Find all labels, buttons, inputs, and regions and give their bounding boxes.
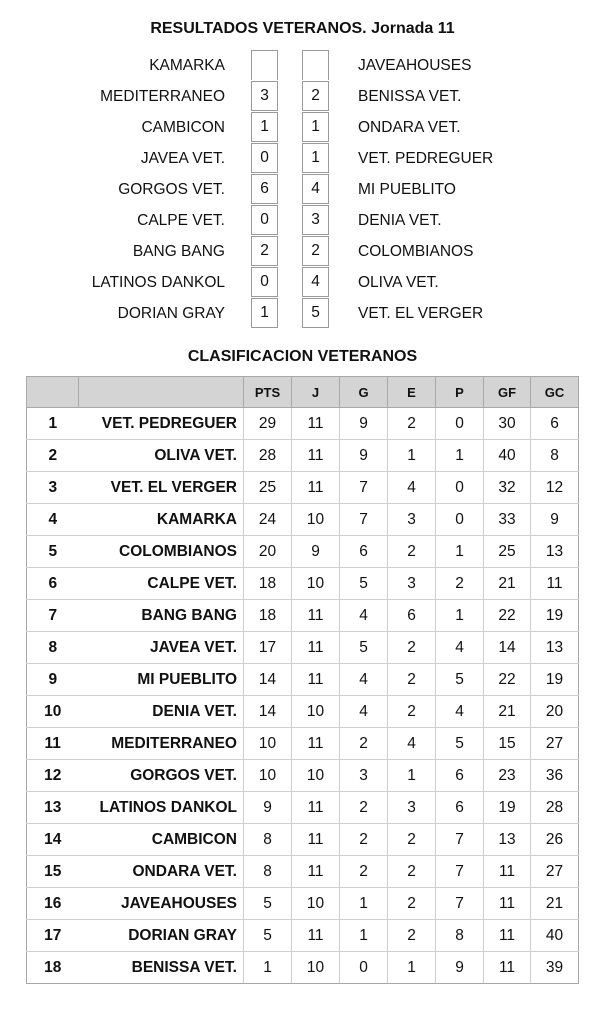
cell-e: 2 <box>388 824 436 856</box>
cell-j: 11 <box>292 632 340 664</box>
cell-g: 9 <box>340 440 388 472</box>
home-score: 1 <box>251 112 278 142</box>
cell-p: 1 <box>436 536 484 568</box>
cell-e: 3 <box>388 792 436 824</box>
cell-gc: 40 <box>531 920 579 952</box>
table-row <box>27 952 579 984</box>
cell-gc: 36 <box>531 760 579 792</box>
cell-p: 4 <box>436 696 484 728</box>
results-title: RESULTADOS VETERANOS. Jornada 11 <box>150 20 455 37</box>
cell-j: 11 <box>292 472 340 504</box>
cell-gf: 15 <box>484 728 531 760</box>
cell-pos: 15 <box>27 856 79 888</box>
cell-gf: 40 <box>484 440 531 472</box>
home-score: 1 <box>251 298 278 328</box>
cell-e: 2 <box>388 536 436 568</box>
cell-gf: 11 <box>484 856 531 888</box>
cell-pts: 10 <box>244 760 292 792</box>
cell-g: 7 <box>340 472 388 504</box>
cell-j: 11 <box>292 856 340 888</box>
away-score: 1 <box>302 112 329 142</box>
home-team: CALPE VET. <box>137 212 225 229</box>
cell-g: 6 <box>340 536 388 568</box>
cell-pts: 5 <box>244 888 292 920</box>
home-score: 0 <box>251 267 278 297</box>
cell-gf: 32 <box>484 472 531 504</box>
cell-pts: 9 <box>244 792 292 824</box>
away-score: 3 <box>302 205 329 235</box>
cell-gc: 13 <box>531 632 579 664</box>
cell-pts: 28 <box>244 440 292 472</box>
header-pts: PTS <box>244 377 292 408</box>
away-score <box>302 50 329 80</box>
cell-gf: 21 <box>484 568 531 600</box>
home-team: MEDITERRANEO <box>100 88 225 105</box>
cell-g: 5 <box>340 568 388 600</box>
cell-pts: 14 <box>244 696 292 728</box>
cell-j: 11 <box>292 440 340 472</box>
cell-team: JAVEA VET. <box>79 632 244 664</box>
cell-pos: 16 <box>27 888 79 920</box>
cell-gf: 11 <box>484 952 531 984</box>
cell-pos: 10 <box>27 696 79 728</box>
home-team: KAMARKA <box>149 57 225 74</box>
table-row <box>27 792 579 824</box>
table-row <box>27 696 579 728</box>
table-row <box>27 728 579 760</box>
home-score: 3 <box>251 81 278 111</box>
cell-g: 2 <box>340 792 388 824</box>
home-score <box>251 50 278 80</box>
match-row <box>0 81 605 112</box>
away-score: 5 <box>302 298 329 328</box>
cell-pos: 11 <box>27 728 79 760</box>
results-list <box>0 50 605 329</box>
away-team: BENISSA VET. <box>358 88 462 105</box>
cell-e: 2 <box>388 920 436 952</box>
cell-e: 1 <box>388 440 436 472</box>
cell-gf: 13 <box>484 824 531 856</box>
away-score: 4 <box>302 267 329 297</box>
header-pos <box>27 377 79 408</box>
cell-team: LATINOS DANKOL <box>79 792 244 824</box>
cell-team: OLIVA VET. <box>79 440 244 472</box>
header-j: J <box>292 377 340 408</box>
table-row <box>27 920 579 952</box>
cell-p: 6 <box>436 792 484 824</box>
header-gc: GC <box>531 377 579 408</box>
cell-gf: 11 <box>484 888 531 920</box>
home-score: 6 <box>251 174 278 204</box>
match-row <box>0 143 605 174</box>
cell-g: 7 <box>340 504 388 536</box>
home-score: 0 <box>251 143 278 173</box>
cell-gc: 8 <box>531 440 579 472</box>
away-team: MI PUEBLITO <box>358 181 456 198</box>
cell-g: 1 <box>340 888 388 920</box>
away-team: JAVEAHOUSES <box>358 57 472 74</box>
cell-pos: 12 <box>27 760 79 792</box>
cell-gc: 26 <box>531 824 579 856</box>
standings-table <box>26 376 579 984</box>
home-team: BANG BANG <box>132 243 225 260</box>
home-team: JAVEA VET. <box>140 150 225 167</box>
away-team: DENIA VET. <box>358 212 442 229</box>
table-row <box>27 504 579 536</box>
cell-e: 1 <box>388 952 436 984</box>
cell-e: 1 <box>388 760 436 792</box>
cell-pos: 7 <box>27 600 79 632</box>
cell-pos: 2 <box>27 440 79 472</box>
home-team: GORGOS VET. <box>118 181 225 198</box>
cell-pts: 8 <box>244 824 292 856</box>
table-row <box>27 440 579 472</box>
cell-pts: 17 <box>244 632 292 664</box>
cell-team: CALPE VET. <box>79 568 244 600</box>
cell-p: 7 <box>436 888 484 920</box>
table-row <box>27 408 579 440</box>
match-row <box>0 112 605 143</box>
cell-p: 5 <box>436 664 484 696</box>
cell-g: 4 <box>340 696 388 728</box>
cell-g: 9 <box>340 408 388 440</box>
cell-pos: 3 <box>27 472 79 504</box>
cell-pts: 24 <box>244 504 292 536</box>
away-score: 4 <box>302 174 329 204</box>
away-team: VET. PEDREGUER <box>358 150 494 167</box>
match-row <box>0 50 605 81</box>
match-row <box>0 236 605 267</box>
home-score: 2 <box>251 236 278 266</box>
cell-pts: 1 <box>244 952 292 984</box>
cell-team: MEDITERRANEO <box>79 728 244 760</box>
cell-gf: 11 <box>484 920 531 952</box>
table-row <box>27 536 579 568</box>
cell-j: 10 <box>292 696 340 728</box>
cell-p: 7 <box>436 824 484 856</box>
cell-team: BANG BANG <box>79 600 244 632</box>
cell-pos: 1 <box>27 408 79 440</box>
cell-gc: 28 <box>531 792 579 824</box>
cell-p: 9 <box>436 952 484 984</box>
cell-p: 7 <box>436 856 484 888</box>
home-team: CAMBICON <box>141 119 225 136</box>
cell-team: COLOMBIANOS <box>79 536 244 568</box>
cell-e: 2 <box>388 888 436 920</box>
cell-g: 3 <box>340 760 388 792</box>
cell-gc: 12 <box>531 472 579 504</box>
cell-g: 4 <box>340 664 388 696</box>
cell-gf: 25 <box>484 536 531 568</box>
table-row <box>27 888 579 920</box>
cell-p: 5 <box>436 728 484 760</box>
cell-j: 11 <box>292 728 340 760</box>
cell-pos: 9 <box>27 664 79 696</box>
cell-team: BENISSA VET. <box>79 952 244 984</box>
away-score: 1 <box>302 143 329 173</box>
cell-team: JAVEAHOUSES <box>79 888 244 920</box>
cell-gf: 23 <box>484 760 531 792</box>
cell-team: CAMBICON <box>79 824 244 856</box>
cell-j: 9 <box>292 536 340 568</box>
cell-e: 6 <box>388 600 436 632</box>
cell-pos: 6 <box>27 568 79 600</box>
table-row <box>27 856 579 888</box>
cell-p: 4 <box>436 632 484 664</box>
cell-e: 2 <box>388 856 436 888</box>
header-gf: GF <box>484 377 531 408</box>
cell-j: 11 <box>292 920 340 952</box>
table-row <box>27 472 579 504</box>
cell-p: 8 <box>436 920 484 952</box>
cell-gc: 20 <box>531 696 579 728</box>
cell-g: 2 <box>340 856 388 888</box>
cell-pos: 17 <box>27 920 79 952</box>
cell-gc: 13 <box>531 536 579 568</box>
cell-pts: 25 <box>244 472 292 504</box>
match-row <box>0 174 605 205</box>
cell-pts: 18 <box>244 600 292 632</box>
cell-j: 10 <box>292 952 340 984</box>
cell-pts: 14 <box>244 664 292 696</box>
match-row <box>0 205 605 236</box>
cell-pos: 4 <box>27 504 79 536</box>
home-team: LATINOS DANKOL <box>91 274 225 291</box>
cell-gf: 22 <box>484 600 531 632</box>
standings-title: CLASIFICACION VETERANOS <box>187 348 418 365</box>
cell-pts: 29 <box>244 408 292 440</box>
cell-gc: 21 <box>531 888 579 920</box>
away-team: VET. EL VERGER <box>358 305 484 322</box>
table-row <box>27 568 579 600</box>
cell-p: 6 <box>436 760 484 792</box>
cell-j: 11 <box>292 792 340 824</box>
cell-g: 2 <box>340 728 388 760</box>
away-team: COLOMBIANOS <box>358 243 474 260</box>
cell-gc: 11 <box>531 568 579 600</box>
cell-pts: 5 <box>244 920 292 952</box>
header-e: E <box>388 377 436 408</box>
cell-gf: 14 <box>484 632 531 664</box>
table-row <box>27 824 579 856</box>
cell-p: 2 <box>436 568 484 600</box>
cell-g: 1 <box>340 920 388 952</box>
header-p: P <box>436 377 484 408</box>
cell-team: MI PUEBLITO <box>79 664 244 696</box>
cell-j: 10 <box>292 888 340 920</box>
cell-e: 3 <box>388 504 436 536</box>
cell-e: 2 <box>388 632 436 664</box>
table-row <box>27 760 579 792</box>
standings-header-row <box>27 377 579 408</box>
away-score: 2 <box>302 236 329 266</box>
cell-pos: 8 <box>27 632 79 664</box>
cell-gf: 30 <box>484 408 531 440</box>
table-row <box>27 664 579 696</box>
cell-pos: 18 <box>27 952 79 984</box>
cell-g: 5 <box>340 632 388 664</box>
cell-team: GORGOS VET. <box>79 760 244 792</box>
cell-g: 4 <box>340 600 388 632</box>
cell-j: 11 <box>292 664 340 696</box>
away-team: OLIVA VET. <box>358 274 439 291</box>
cell-p: 0 <box>436 504 484 536</box>
header-team <box>79 377 244 408</box>
match-row <box>0 298 605 329</box>
cell-gf: 19 <box>484 792 531 824</box>
match-row <box>0 267 605 298</box>
cell-gc: 39 <box>531 952 579 984</box>
home-score: 0 <box>251 205 278 235</box>
cell-team: VET. EL VERGER <box>79 472 244 504</box>
cell-e: 4 <box>388 472 436 504</box>
cell-pos: 14 <box>27 824 79 856</box>
away-team: ONDARA VET. <box>358 119 461 136</box>
cell-j: 11 <box>292 600 340 632</box>
cell-gc: 27 <box>531 728 579 760</box>
cell-j: 10 <box>292 504 340 536</box>
cell-e: 2 <box>388 664 436 696</box>
home-team: DORIAN GRAY <box>117 305 225 322</box>
cell-pos: 13 <box>27 792 79 824</box>
table-row <box>27 632 579 664</box>
cell-j: 10 <box>292 568 340 600</box>
cell-pts: 18 <box>244 568 292 600</box>
cell-pts: 10 <box>244 728 292 760</box>
away-score: 2 <box>302 81 329 111</box>
cell-pts: 20 <box>244 536 292 568</box>
cell-team: DENIA VET. <box>79 696 244 728</box>
cell-pos: 5 <box>27 536 79 568</box>
cell-e: 2 <box>388 408 436 440</box>
cell-g: 0 <box>340 952 388 984</box>
table-row <box>27 600 579 632</box>
cell-p: 1 <box>436 600 484 632</box>
cell-e: 4 <box>388 728 436 760</box>
cell-gc: 6 <box>531 408 579 440</box>
cell-gf: 21 <box>484 696 531 728</box>
cell-pts: 8 <box>244 856 292 888</box>
cell-e: 3 <box>388 568 436 600</box>
cell-j: 11 <box>292 408 340 440</box>
cell-team: KAMARKA <box>79 504 244 536</box>
cell-team: VET. PEDREGUER <box>79 408 244 440</box>
cell-gc: 27 <box>531 856 579 888</box>
cell-p: 1 <box>436 440 484 472</box>
cell-team: ONDARA VET. <box>79 856 244 888</box>
cell-gc: 19 <box>531 600 579 632</box>
cell-e: 2 <box>388 696 436 728</box>
cell-p: 0 <box>436 472 484 504</box>
cell-p: 0 <box>436 408 484 440</box>
cell-gf: 33 <box>484 504 531 536</box>
cell-gc: 9 <box>531 504 579 536</box>
cell-gf: 22 <box>484 664 531 696</box>
cell-gc: 19 <box>531 664 579 696</box>
header-g: G <box>340 377 388 408</box>
cell-j: 10 <box>292 760 340 792</box>
cell-team: DORIAN GRAY <box>79 920 244 952</box>
cell-g: 2 <box>340 824 388 856</box>
cell-j: 11 <box>292 824 340 856</box>
